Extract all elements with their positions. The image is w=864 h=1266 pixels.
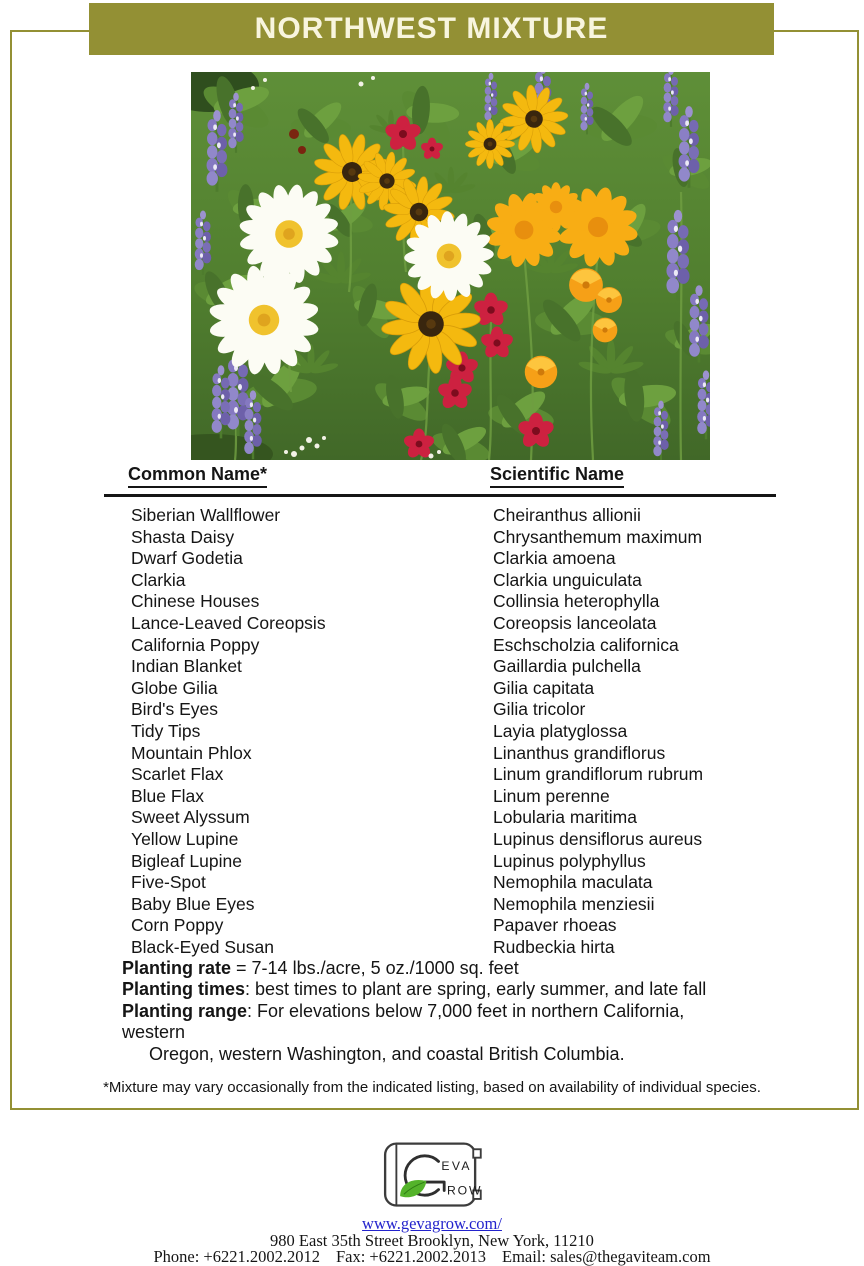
- scientific-name-cell: Gilia tricolor: [493, 699, 586, 720]
- species-row: [131, 548, 776, 570]
- common-name-cell: Dwarf Godetia: [131, 548, 243, 569]
- common-name-cell: California Poppy: [131, 634, 260, 655]
- address-line: 980 East 35th Street Brooklyn, New York, 11210: [270, 1231, 594, 1250]
- planting-info: [122, 958, 836, 1065]
- column-header-scientific: Scientific Name: [490, 464, 624, 488]
- logo-text-row: ROW: [447, 1183, 483, 1198]
- scientific-name-cell: Nemophila menziesii: [493, 893, 655, 914]
- website-link[interactable]: www.gevagrow.com/: [362, 1214, 502, 1233]
- common-name-cell: Blue Flax: [131, 785, 204, 806]
- planting-text: Oregon, western Washington, and coastal British Columbia.: [149, 1043, 625, 1064]
- planting-label: Planting times: [122, 979, 246, 1000]
- planting-label: Planting range: [122, 1000, 248, 1021]
- scientific-name-cell: Linum grandiflorum rubrum: [493, 764, 704, 785]
- scientific-name-cell: Lupinus polyphyllus: [493, 850, 646, 871]
- species-row: [131, 764, 776, 786]
- common-name-cell: Lance-Leaved Coreopsis: [131, 612, 326, 633]
- wildflower-photo-image: [191, 72, 710, 460]
- species-row: [131, 872, 776, 894]
- scientific-name-cell: Nemophila maculata: [493, 872, 653, 893]
- species-row: [131, 786, 776, 808]
- common-name-cell: Indian Blanket: [131, 656, 242, 677]
- species-row: [131, 851, 776, 873]
- species-table-header: [104, 464, 776, 497]
- scientific-name-cell: Papaver rhoeas: [493, 915, 617, 936]
- planting-line: [122, 1022, 836, 1043]
- title-banner: [89, 3, 774, 55]
- common-name-cell: Tidy Tips: [131, 720, 201, 741]
- planting-line: [122, 1001, 836, 1022]
- scientific-name-cell: Rudbeckia hirta: [493, 936, 615, 957]
- common-name-cell: Scarlet Flax: [131, 764, 224, 785]
- scientific-name-cell: Clarkia amoena: [493, 548, 616, 569]
- scientific-name-cell: Lobularia maritima: [493, 807, 637, 828]
- species-row: [131, 915, 776, 937]
- planting-text: western: [122, 1022, 186, 1043]
- species-row: [131, 591, 776, 613]
- scientific-name-cell: Clarkia unguiculata: [493, 569, 642, 590]
- common-name-cell: Yellow Lupine: [131, 828, 239, 849]
- common-name-cell: Corn Poppy: [131, 915, 224, 936]
- species-table-body: [104, 505, 776, 958]
- planting-text: : best times to plant are spring, early summer, and late fall: [245, 979, 707, 1000]
- common-name-cell: Bigleaf Lupine: [131, 850, 242, 871]
- contact-segment: Email: sales@thegaviteam.com: [501, 1247, 711, 1266]
- scientific-name-cell: Linum perenne: [493, 785, 610, 806]
- common-name-cell: Baby Blue Eyes: [131, 893, 255, 914]
- scientific-name-cell: Cheiranthus allionii: [493, 505, 641, 525]
- logo-text-eva: EVA: [441, 1158, 472, 1173]
- planting-text: : For elevations below 7,000 feet in northern California,: [247, 1000, 685, 1021]
- scientific-name-cell: Coreopsis lanceolata: [493, 612, 657, 633]
- species-row: [131, 678, 776, 700]
- scientific-name-cell: Collinsia heterophylla: [493, 591, 660, 612]
- species-row: [131, 505, 776, 527]
- contact-segment: Phone: +6221.2002.2012: [153, 1247, 320, 1266]
- wildflower-photo: [191, 72, 710, 460]
- species-row: [131, 894, 776, 916]
- species-row: [131, 527, 776, 549]
- common-name-cell: Siberian Wallflower: [131, 505, 281, 525]
- species-row: [131, 635, 776, 657]
- species-row: [131, 613, 776, 635]
- species-row: [131, 699, 776, 721]
- species-row: [131, 807, 776, 829]
- common-name-cell: Chinese Houses: [131, 591, 260, 612]
- species-table: [104, 464, 776, 958]
- planting-line: [149, 1044, 836, 1065]
- common-name-cell: Bird's Eyes: [131, 699, 218, 720]
- contact-segment: Fax: +6221.2002.2013: [335, 1247, 486, 1266]
- common-name-cell: Mountain Phlox: [131, 742, 252, 763]
- species-row: [131, 656, 776, 678]
- common-name-cell: Black-Eyed Susan: [131, 936, 274, 957]
- species-row: [131, 570, 776, 592]
- planting-label: Planting rate: [122, 958, 232, 978]
- scientific-name-cell: Lupinus densiflorus aureus: [493, 828, 703, 849]
- species-row: [131, 721, 776, 743]
- scientific-name-cell: Gaillardia pulchella: [493, 656, 641, 677]
- common-name-cell: Sweet Alyssum: [131, 807, 250, 828]
- planting-line: [122, 958, 836, 979]
- page-title: NORTHWEST MIXTURE: [254, 12, 609, 45]
- scientific-name-cell: Gilia capitata: [493, 677, 595, 698]
- column-header-common: Common Name*: [128, 464, 267, 488]
- scientific-name-cell: Chrysanthemum maximum: [493, 526, 703, 547]
- planting-line: [122, 979, 836, 1000]
- scientific-name-cell: Layia platyglossa: [493, 720, 628, 741]
- common-name-cell: Clarkia: [131, 569, 186, 590]
- common-name-cell: Globe Gilia: [131, 677, 218, 698]
- scientific-name-cell: Linanthus grandiflorus: [493, 742, 666, 763]
- scientific-name-cell: Eschscholzia californica: [493, 634, 679, 655]
- mixture-footnote: *Mixture may vary occasionally from the indicated listing, based on availability of individual species.: [103, 1079, 761, 1096]
- common-name-cell: Five-Spot: [131, 872, 206, 893]
- common-name-cell: Shasta Daisy: [131, 526, 235, 547]
- planting-text: = 7-14 lbs./acre, 5 oz./1000 sq. feet: [231, 958, 519, 978]
- species-row: [131, 743, 776, 765]
- species-row: [131, 829, 776, 851]
- gevagrow-logo-icon: [372, 1138, 492, 1213]
- footer: [0, 1138, 864, 1265]
- species-row: [131, 937, 776, 959]
- contact-line: [145, 1249, 718, 1265]
